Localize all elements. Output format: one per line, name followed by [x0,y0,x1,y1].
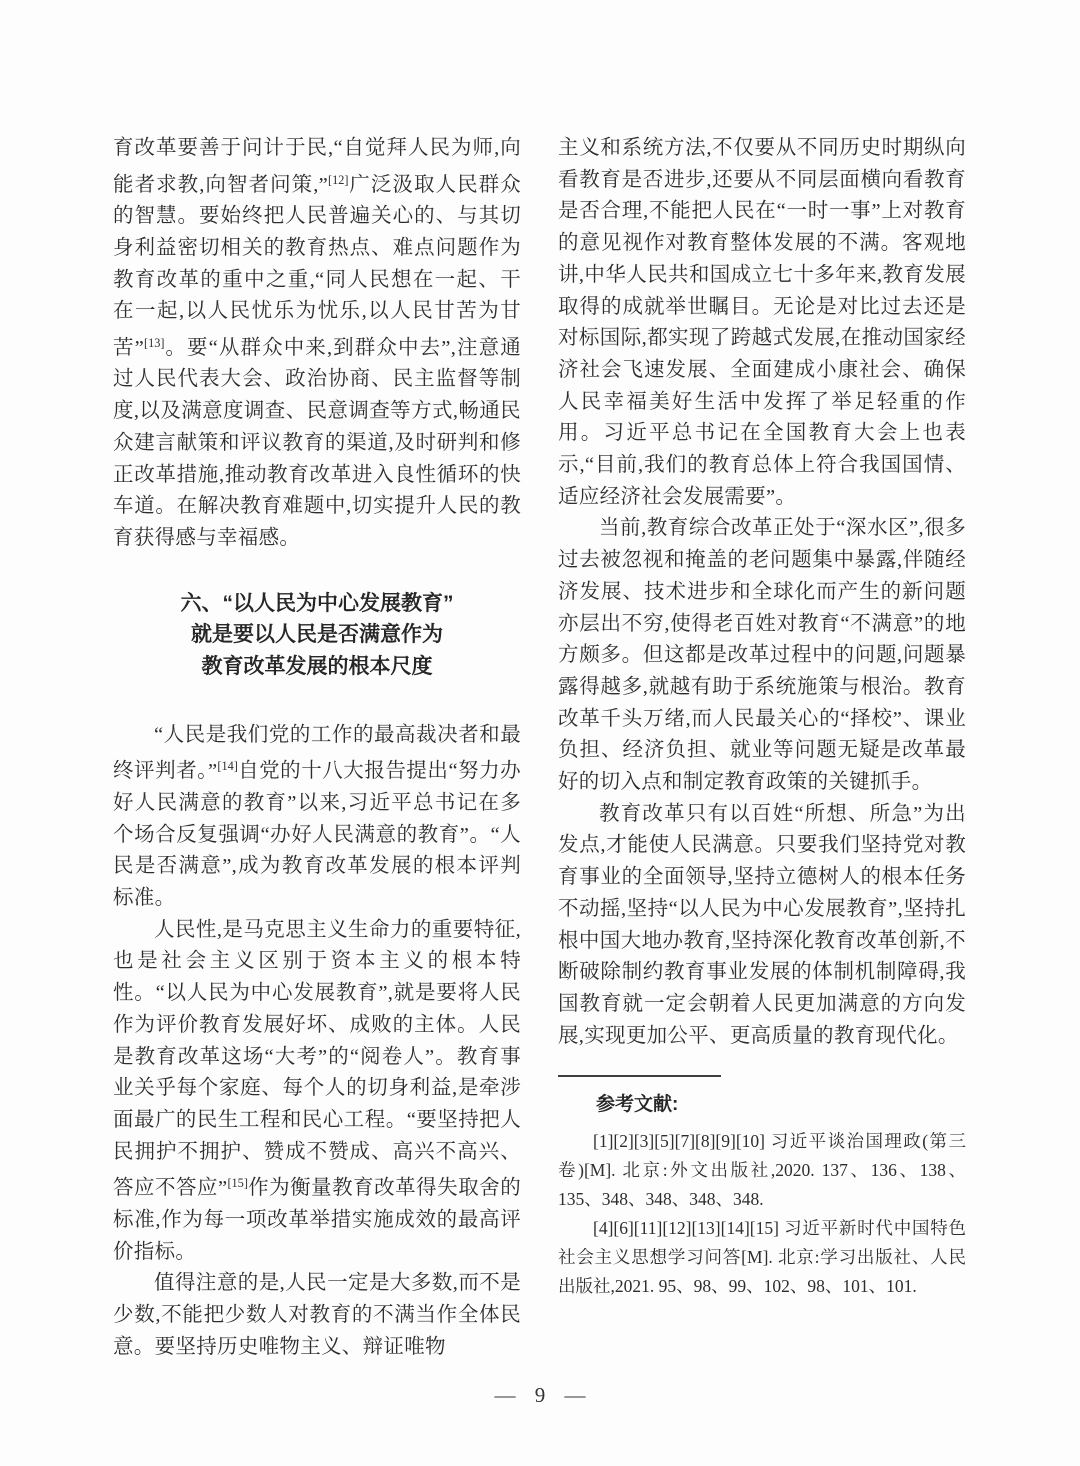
right-paragraph-2: 教育改革只有以百姓“所想、所急”为出发点,才能使人民满意。只要我们坚持党对教育事业的全面领导,坚持立德树人的根本任务不动摇,坚持“以人民为中心发展教育”,坚持扎根中国大地办教育,坚持深化教育改革创新,不断破除制约教育事业发展的体制机制障碍,我国教育就一定会朝着人民更加满意的方向发展,实现更加公平、更高质量的教育现代化。 [558,802,966,1047]
right-continuation-paragraph: 主义和系统方法,不仅要从不同历史时期纵向看教育是否进步,还要从不同层面横向看教育是否合理,不能把人民在“一时一事”上对教育的意见视作对教育整体发展的不满。客观地讲,中华人民共和国成立七十多年来,教育发展取得的成就举世瞩目。无论是对比过去还是对标国际,都实现了跨越式发展,在推动国家经济社会飞速发展、全面建成小康社会、确保人民幸福美好生活中发挥了举足轻重的作用。习近平总书记在全国教育大会上也表示,“目前,我们的教育总体上符合我国国情、适应经济社会发展需要”。 [558,137,966,508]
page-number: — 9 — [494,1383,586,1407]
references-heading: 参考文献: [596,1094,679,1116]
left-continuation-paragraph: 育改革要善于问计于民,“自觉拜人民为师,向能者求教,向智者问策,”[12]广泛汲取人民群众的智慧。要始终把人民普遍关心的、与其切身利益密切相关的教育热点、难点问题作为教育改革的重中之重,“同人民想在一起、干在一起,以人民忧乐为忧乐,以人民甘苦为甘苦”[13]。要“从群众中来,到群众中去”,注意通过人民代表大会、政治协商、民主监督等制度,以及满意度调查、民意调查等方式,畅通民众建言献策和评议教育的渠道,及时研判和修正改革措施,推动教育改革进入良性循环的快车道。在解决教育难题中,切实提升人民的教育获得感与幸福感。 [113,137,521,549]
section-heading-line-1: 六、“以人民为中心发展教育” [180,591,454,615]
references-divider [558,1075,721,1077]
section-heading [113,588,521,683]
right-paragraph-1: 当前,教育综合改革正处于“深水区”,很多过去被忽视和掩盖的老问题集中暴露,伴随经济发展、技术进步和全球化而产生的新问题亦层出不穷,使得老百姓对教育“不满意”的地方颇多。但这都是改革过程中的问题,问题暴露得越多,就越有助于系统施策与根治。教育改革千头万绪,而人民最关心的“择校”、课业负担、经济负担、就业等问题无疑是改革最好的切入点和制定教育政策的关键抓手。 [558,517,966,794]
right-column [558,133,966,1301]
left-column [113,133,521,1363]
left-paragraph-1: “人民是我们党的工作的最高裁决者和最终评判者。”[14]自党的十八大报告提出“努力办好人民满意的教育”以来,习近平总书记在多个场合反复强调“办好人民满意的教育”。“人民是否满意”,成为教育改革发展的根本评判标准。 [113,723,521,910]
left-paragraph-2: 人民性,是马克思主义生命力的重要特征,也是社会主义区别于资本主义的根本特性。“以人民为中心发展教育”,就是要将人民作为评价教育发展好坏、成败的主体。人民是教育改革这场“大考”的“阅卷人”。教育事业关乎每个家庭、每个人的切身利益,是牵涉面最广的民生工程和民心工程。“要坚持把人民拥护不拥护、赞成不赞成、高兴不高兴、答应不答应”[15]作为衡量教育改革得失取舍的标准,作为每一项改革举措实施成效的最高评价指标。 [113,918,521,1263]
two-column-layout [113,133,967,1363]
reference-item-2: [4][6][11][12][13][14][15] 习近平新时代中国特色社会主义思想学习问答[M]. 北京:学习出版社、人民出版社,2021. 95、98、99、102、98、101、101. [558,1218,966,1297]
section-heading-line-2: 就是要以人民是否满意作为 [191,623,443,647]
reference-item-1: [1][2][3][5][7][8][9][10] 习近平谈治国理政(第三卷)[M]. 北京:外文出版社,2020. 137、136、138、135、348、348、348、348. [558,1131,966,1210]
left-paragraph-3: 值得注意的是,人民一定是大多数,而不是少数,不能把少数人对教育的不满当作全体民意。要坚持历史唯物主义、辩证唯物 [113,1272,521,1358]
section-heading-line-3: 教育改革发展的根本尺度 [201,655,433,679]
